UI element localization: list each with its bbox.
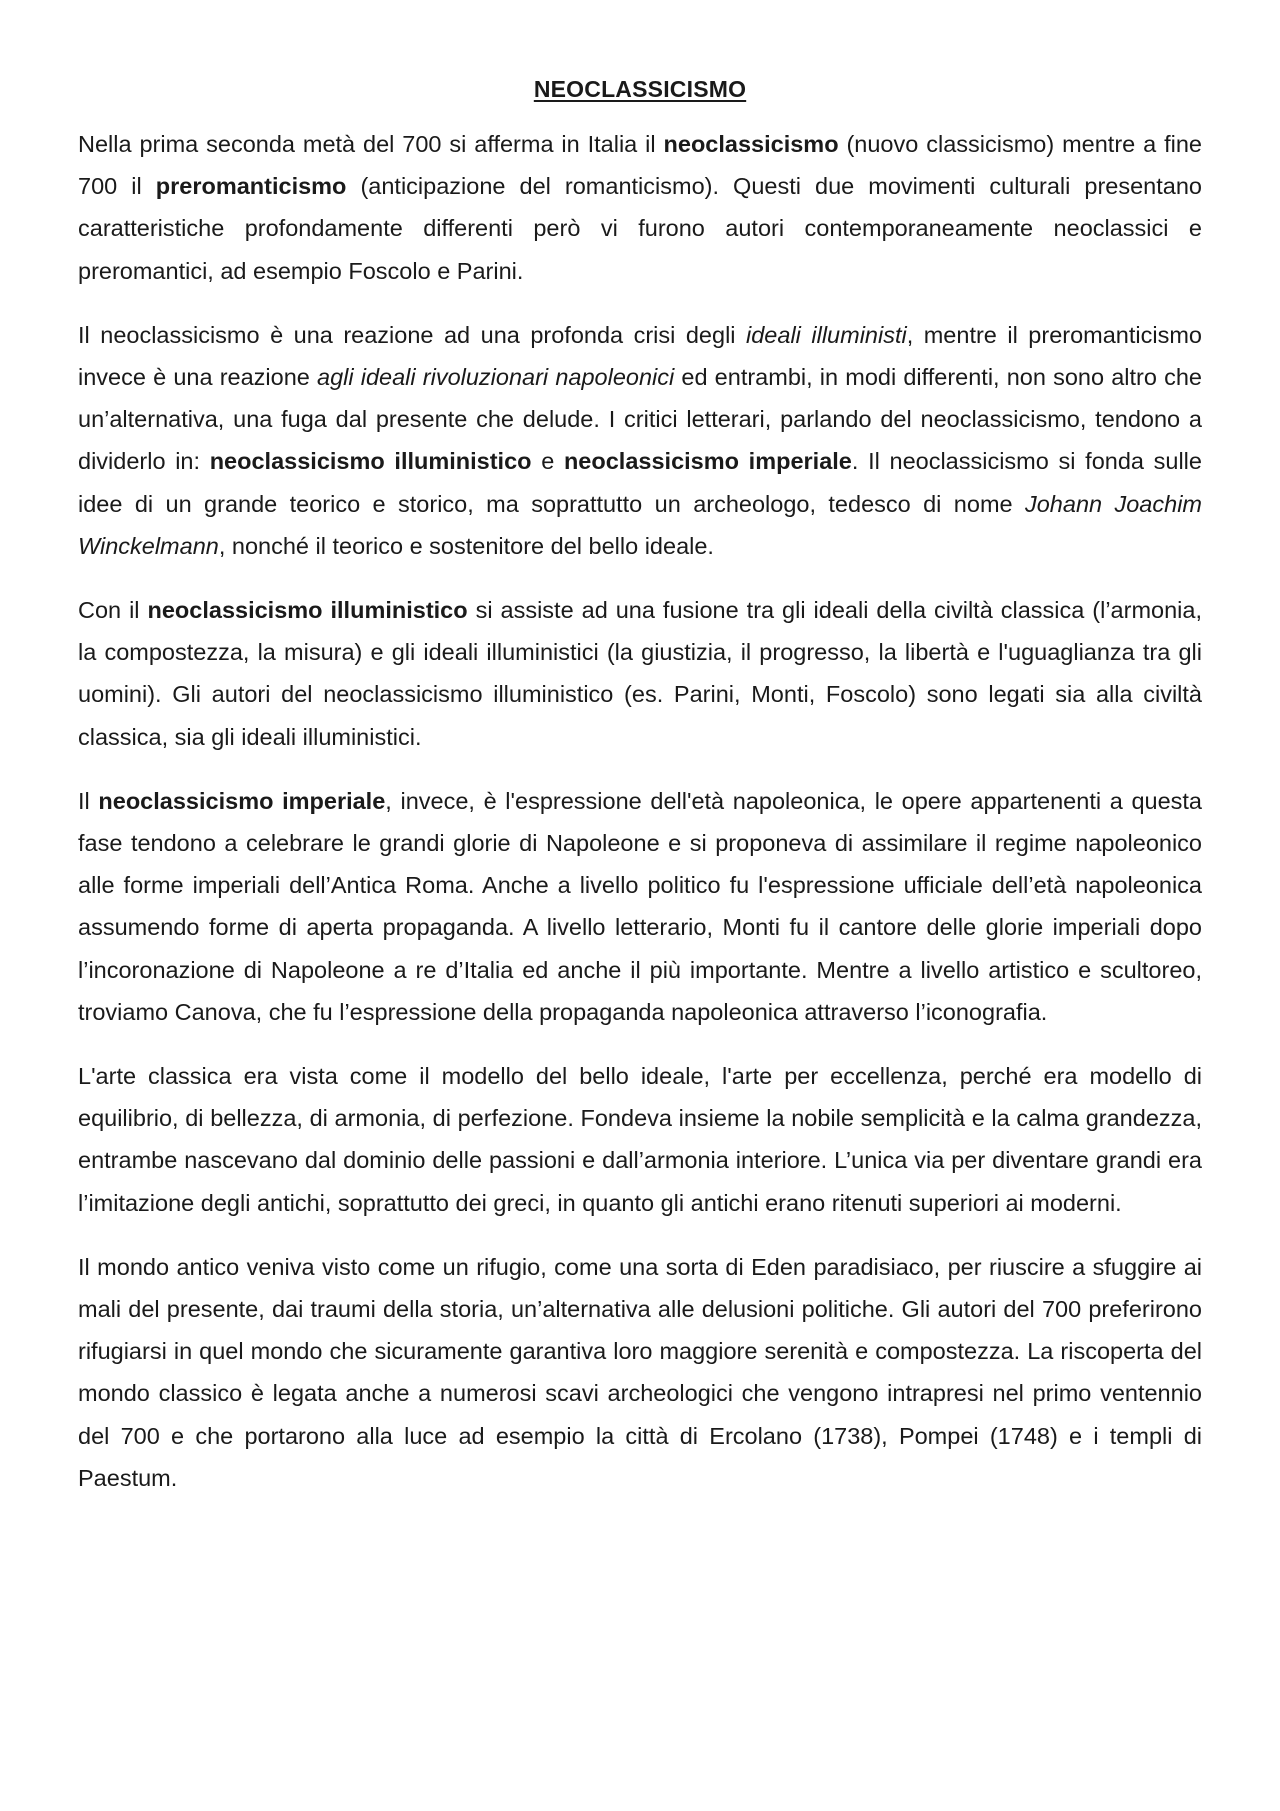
text-run: Nella prima seconda metà del 700 si afferma in Italia il — [78, 131, 664, 157]
text-run: Il — [78, 787, 99, 814]
paragraph-4 — [78, 780, 1202, 1033]
document-body — [78, 123, 1202, 1499]
text-run: , invece, è l'espressione dell'età napoleonica, le opere appartenenti a questa fase tendono a celebrare le grandi glorie di Napoleone e si proponeva di assimilare il regime napoleonico alle forme imperiali dell’Antica Roma. Anche a livello politico fu l'espressione ufficiale dell’età napoleonica assumendo forme di aperta propaganda. A livello letterario, Monti fu il cantore delle glorie imperiali dopo l’incoronazione di Napoleone a re d’Italia ed anche il più importante. Mentre a livello artistico e scultoreo, troviamo Canova, che fu l’espressione della propaganda napoleonica attraverso l’iconografia. — [78, 787, 1202, 1025]
paragraph-5 — [78, 1055, 1202, 1224]
paragraph-1 — [78, 123, 1202, 292]
text-run: e — [531, 448, 564, 475]
text-run: , nonché il teorico e sostenitore del bello ideale. — [218, 532, 714, 559]
text-run: (anticipazione del romanticismo). Questi due movimenti culturali presentano caratteristiche profondamente differenti però vi furono autori contemporaneamente neoclassici e preromantici, ad esempio Foscolo e Parini. — [78, 173, 1202, 284]
text-run: L'arte classica era vista come il modello del bello ideale, l'arte per eccellenza, perché era modello di equilibrio, di bellezza, di armonia, di perfezione. Fondeva insieme la nobile semplicità e la calma grandezza, entrambe nascevano dal dominio delle passioni e dall’armonia interiore. L’unica via per diventare grandi era l’imitazione degli antichi, soprattutto dei greci, in quanto gli antichi erano ritenuti superiori ai moderni. — [78, 1063, 1202, 1216]
text-run: ed entrambi, in modi differenti, non sono altro che un’alternativa, una fuga dal presente che delude. I critici letterari, parlando del neoclassicismo, tendono a dividerlo in: — [78, 364, 1202, 475]
italic-term: agli ideali rivoluzionari napoleonici — [317, 364, 675, 391]
italic-term: Johann Joachim Winckelmann — [78, 490, 1202, 559]
bold-term: neoclassicismo imperiale — [98, 787, 386, 814]
bold-term: neoclassicismo — [663, 131, 839, 157]
text-run: . Il neoclassicismo si fonda sulle idee di un grande teorico e storico, ma soprattutto un archeologo, tedesco di nome — [78, 448, 1202, 517]
bold-term: neoclassicismo imperiale — [563, 448, 852, 475]
paragraph-6 — [78, 1246, 1202, 1499]
text-run: si assiste ad una fusione tra gli ideali della civiltà classica (l’armonia, la compostezza, la misura) e gli ideali illuministici (la giustizia, il progresso, la libertà e l'uguaglianza tra gli uomini). Gli autori del neoclassicismo illuministico (es. Parini, Monti, Foscolo) sono legati sia alla civiltà classica, sia gli ideali illuministici. — [78, 597, 1202, 750]
bold-term: neoclassicismo illuministico — [209, 448, 532, 475]
text-run: Il mondo antico veniva visto come un rifugio, come una sorta di Eden paradisiaco, per riuscire a sfuggire ai mali del presente, dai traumi della storia, un’alternativa alle delusioni politiche. Gli autori del 700 preferirono rifugiarsi in quel mondo che sicuramente garantiva loro maggiore serenità e compostezza. La riscoperta del mondo classico è legata anche a numerosi scavi archeologici che vengono intrapresi nel primo ventennio del 700 e che portarono alla luce ad esempio la città di Ercolano (1738), Pompei (1748) e i templi di Paestum. — [78, 1253, 1202, 1491]
bold-term: preromanticismo — [155, 173, 347, 200]
text-run: (nuovo classicismo) mentre a fine 700 il — [78, 131, 1202, 200]
text-run: , mentre il preromanticismo invece è una reazione — [78, 321, 1202, 391]
paragraph-2 — [78, 314, 1202, 567]
paragraph-3 — [78, 589, 1202, 758]
italic-term: ideali illuministi — [746, 321, 907, 348]
text-run: Con il — [78, 597, 148, 624]
bold-term: neoclassicismo illuministico — [147, 597, 468, 624]
document-title: NEOCLASSICISMO — [533, 76, 747, 102]
text-run: Il neoclassicismo è una reazione ad una profonda crisi degli — [78, 321, 747, 348]
